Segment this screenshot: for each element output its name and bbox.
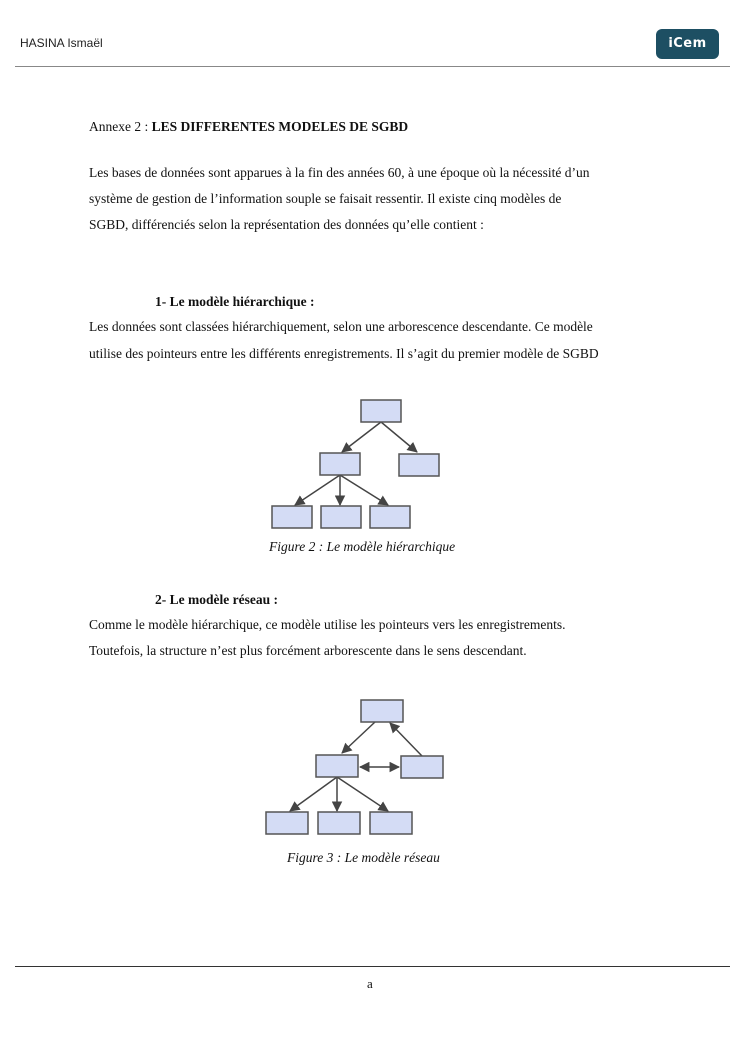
section1-line: Les données sont classées hiérarchiquement, selon une arborescence descendante. Ce modèle xyxy=(89,319,593,334)
section2-line: Toutefois, la structure n’est plus forcément arborescente dans le sens descendant. xyxy=(89,643,527,658)
node xyxy=(272,506,312,528)
node xyxy=(399,454,439,476)
node xyxy=(321,506,361,528)
section1-heading: 1- Le modèle hiérarchique : xyxy=(155,294,315,309)
node xyxy=(318,812,360,834)
hierarchical-diagram xyxy=(272,400,439,528)
figure3-caption: Figure 3 : Le modèle réseau xyxy=(287,850,440,865)
edge xyxy=(340,475,388,505)
page-number: a xyxy=(367,976,373,991)
figure2-caption: Figure 2 : Le modèle hiérarchique xyxy=(269,539,456,554)
node xyxy=(316,755,358,777)
section2-heading: 2- Le modèle réseau : xyxy=(155,592,278,607)
header-author: HASINA Ismaël xyxy=(20,36,103,50)
edge xyxy=(342,422,381,452)
annex-prefix: Annexe 2 : xyxy=(89,119,152,134)
node xyxy=(370,506,410,528)
logo-icon: iCem xyxy=(656,29,719,59)
edge xyxy=(290,777,337,811)
network-diagram xyxy=(266,700,443,834)
footer-divider xyxy=(15,966,730,967)
node xyxy=(266,812,308,834)
intro-line: système de gestion de l’information souple se faisait ressentir. Il existe cinq modèles de xyxy=(89,191,562,206)
node xyxy=(370,812,412,834)
edge xyxy=(381,422,417,452)
edge xyxy=(295,475,340,505)
node xyxy=(361,400,401,422)
node xyxy=(401,756,443,778)
section1-line: utilise des pointeurs entre les différents enregistrements. Il s’agit du premier modèle de SGBD xyxy=(89,346,599,361)
intro-line: SGBD, différenciés selon la représentation des données qu’elle contient : xyxy=(89,217,484,232)
section2-line: Comme le modèle hiérarchique, ce modèle utilise les pointeurs vers les enregistrements. xyxy=(89,617,566,632)
edge xyxy=(337,777,388,811)
edge xyxy=(342,722,375,753)
annex-heading: LES DIFFERENTES MODELES DE SGBD xyxy=(151,119,409,134)
node xyxy=(361,700,403,722)
node xyxy=(320,453,360,475)
edge xyxy=(390,723,422,756)
intro-line: Les bases de données sont apparues à la fin des années 60, à une époque où la nécessité d’un xyxy=(89,165,590,180)
